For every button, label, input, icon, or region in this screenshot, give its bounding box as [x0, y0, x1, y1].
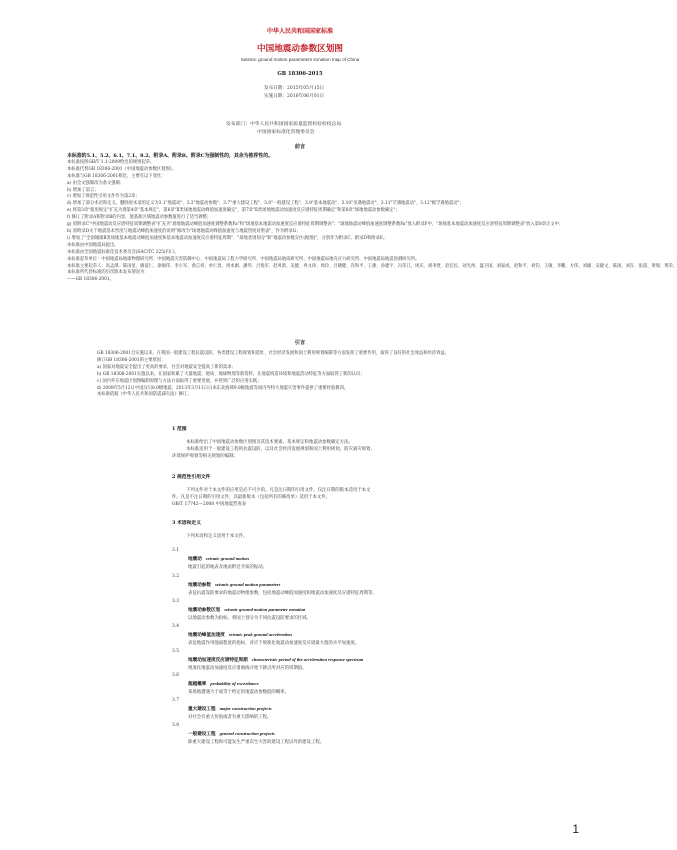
introduction-line: c) 国内外在地震区划图编制原理与方法方面取得了重要进展，并得到广泛的应用实践；: [97, 378, 262, 384]
term-english: seismic ground motion parameters: [214, 582, 281, 587]
term-english: general construction projects: [219, 731, 275, 736]
term-definition: 除重大建设工程和可能发生严重次生灾害的建设工程以外的建设工程。: [188, 740, 325, 745]
foreword-line: 本标准主要起草人：高孟潭、陈国星、谢富仁、徐锡伟、李小军、俞言祥、单仁贵、周本刚、潘华、吕悦军、赵凤新、吴健、冉文珍、周玲、吕晓健、肖和平、王捷、孙建宇、冯荣江、周庆、胡聿贤、赵启民、刘光州、盛卫国、刘家成、赵和平、刘钧、王敏、李鹏、方伟、刘雄、安晓文、陈国、刘在、张超、黄瑞、黄荣。: [67, 263, 677, 269]
introduction-title: 引言: [294, 340, 306, 346]
term-name: 地震动加速度反应谱特征周期 characteristic period of the acceleration response spectrum: [188, 657, 364, 663]
introduction-line: 修订GB 18306-2001的主要原因：: [97, 357, 166, 363]
publisher-line: 中国国家标准化管理委员会: [257, 130, 315, 135]
term-number: 3.7: [172, 698, 179, 703]
foreword-line: c) 增加了规范性引用文件作为第2章；: [67, 194, 140, 200]
publisher-line: 发布部门：中华人民共和国国家质量监督检验检疫总局: [226, 122, 342, 127]
term-number: 3.6: [172, 673, 179, 678]
term-number: 3.4: [172, 624, 179, 629]
standard-type-label: 中华人民共和国国家标准: [266, 28, 333, 35]
foreword-line: 本标准起草单位：中国地震局地球物理研究所、中国地震灾害防御中心、中国地震局工程力学研究所、中国地震局地质研究所、中国地震局地壳应力研究所、中国地震局地震预测研究所。: [67, 256, 420, 262]
standard-code: GB 18306-2015: [277, 71, 323, 77]
term-english: major construction projects: [219, 706, 272, 711]
scope-section: [172, 426, 472, 460]
section-heading: 2 规范性引用文件: [172, 474, 211, 480]
term-definition: 规准化地震动加速度反应谱曲线开始下降点所对应的周期值。: [188, 666, 307, 671]
term-name: 地震动参数 seismic ground motion parameters: [188, 582, 281, 588]
term-number: 3.2: [172, 574, 179, 579]
foreword-line: 本标准由中国地震局提出。: [67, 242, 119, 248]
introduction-line: a) 国家对地震安全提出了更高的要求，社会对地震安全提高了新的需求；: [97, 364, 236, 370]
term-definition: 以地震动参数为指标，将国土划分为不同抗震设防要求的区域。: [188, 616, 311, 621]
section-heading: 1 范围: [172, 426, 187, 432]
section-line: 本标准给出了中国地震动参数区划图及其技术要素，基本规定和地震动参数确定方法。: [186, 440, 353, 445]
term-english: seismic ground motion: [205, 556, 249, 561]
foreword-line: 本标准与GB 18306-2001相比，主要有以下变化：: [67, 173, 166, 179]
foreword-line: b) 增加了前言；: [67, 187, 99, 193]
introduction-line: 本标准依据《中华人民共和国防震减灾法》修订。: [97, 392, 192, 398]
implement-date: 实施日期：2016年06月01日: [264, 94, 325, 99]
introduction-body: [97, 351, 547, 399]
introduction-line: GB 18306-2001自实施以来，在我国一般建设工程抗震设防、各类建设工程规划和选址、社会经济发展和国土利用规划编制等方面发挥了重要作用，取得了良好的社会效益和经济效益。: [97, 351, 449, 356]
term-definition: 表征地震作用强弱程度的指标，对应于规准化地震动加速度反应谱最大值的水平加速度。: [188, 641, 360, 646]
term-definition: 对社会有重大价值或者有重大影响的工程。: [188, 715, 272, 720]
term-english: seismic peak ground acceleration: [228, 632, 292, 637]
term-definition: 地震引起的地表及地表附近介质的振动。: [188, 565, 268, 570]
term-name: 重大建设工程 major construction projects: [188, 706, 272, 712]
foreword-line: h) 原附录D关于地震基本烈度与地震动峰值加速度的说明"修改为"场地地震动峰值加速度与地震烈度对照表"，作为附录G；: [67, 228, 301, 234]
section-line: 本标准适用于一般建设工程的抗震设防，以及社会经济发展规划和国土利用规划，防灾减灾规划、: [186, 447, 375, 452]
foreword-title: 前言: [294, 144, 306, 150]
foreword-line: ——GB 18306-2001。: [67, 277, 114, 283]
section-line: GB/T 17742—2008 中国地震烈度表: [172, 502, 247, 507]
term-english: characteristic period of the acceleration response spectrum: [251, 657, 364, 662]
term-number: 3.1: [172, 548, 179, 553]
section-line: 件。凡是不注日期的引用文件，其最新版本（包括所有的修改单）适用于本文件。: [172, 495, 331, 500]
normative-section: [172, 474, 472, 508]
document-title-english: Seismic ground motion parameters zonation map of China: [240, 57, 360, 62]
introduction-line: d) 2008年5月12日中国汶川8.0级地震，2013年3月11日日本东北海域9.0级地震等国内外特大地震灾害事件提供了重要经验教训。: [97, 385, 349, 391]
page-number: 1: [572, 822, 579, 836]
foreword-line: 本标准所代替标准的历次版本发布情况为：: [67, 270, 149, 276]
date-block: [264, 85, 324, 101]
term-english: seismic ground motion parameter zonation: [224, 607, 306, 612]
term-definition: 表征抗震设防要求的地震动物理参数，包括地震动峰值加速度和地震动加速度反应谱特征周期等。: [188, 591, 377, 596]
document-title: 中国地震动参数区划图: [257, 44, 343, 54]
foreword-line: i) 增加了"全国城镇Ⅱ类场地基本地震动峰值加速度和基本地震动加速度反应谱特征周期"、"场地类别划分"和"地震动参数分区(据图)"，分别作为附录C、附录D和附录E。: [67, 235, 388, 241]
section-line: 下列文件对于本文件的应用是必不可少的。凡是注日期的引用文件，仅注日期的版本适用于本文: [186, 488, 371, 493]
term-name: 一般建设工程 general construction projects: [188, 731, 275, 737]
introduction-line: b) GB 18306-2001实施以来，在国家积累了大量地震、地质、地球物理等新资料，在地震构造环境和地震活动特征等方面取得了新的认识；: [97, 371, 365, 377]
term-name: 地震动参数区划 seismic ground motion parameter zonation: [188, 607, 306, 613]
term-name: 超越概率 probability of exceedance: [188, 681, 259, 687]
foreword-line: 本标准的5.1、5.2、6.1、7.1、8.2、附录A、附录B、附录C为强制性的，其余为推荐性的。: [67, 153, 273, 159]
foreword-line: e) 将第3章"使用规定"扩充为现第4章"基本规定"，第6章"Ⅱ类场地地震动峰值加速度确定"，第7章"Ⅱ类场地地震动加速度反应谱特征周期确定"和第8章"场地地震动参数确定"；: [67, 208, 400, 214]
section-heading: 3 术语和定义: [172, 520, 201, 526]
terms-section: [172, 520, 472, 540]
foreword-line: 本标准代替GB 18306-2001《中国地震动参数区划图》。: [67, 166, 177, 172]
term-number: 3.8: [172, 723, 179, 728]
foreword-body: [67, 153, 677, 284]
section-line: 下列术语和定义适用于本文件。: [186, 534, 248, 539]
foreword-line: a) 由全文强制改为条文强制；: [67, 180, 125, 186]
term-definition: 某场地遭遇大于或等于给定的地震动参数值的概率。: [188, 690, 289, 695]
foreword-line: g) 原附录C"中国地震动反应谱特征周期调整表"扩充为"场地地震动峰值加速度调整系数Fa"和"场地基本地震动加速度反应谱特征周期调整表"；"场地地震动峰值加速度调整系数Fa"放入附录F中，"场地基本地震动加速度反应谱特征周期调整表"放入第8章正文中；: [67, 222, 564, 228]
foreword-line: 本标准按照GB/T 1.1-2009给出的规则起草。: [67, 159, 155, 165]
foreword-line: 本标准由全国地震标准化技术委员会(SAC/TC 225)归口。: [67, 249, 179, 255]
foreword-line: d) 增加了部分术语和定义，删除原术语的定义为3.1"地震动"、3.2"地震动参数"、3.7"重大建设工程"、3.8"一般建设工程"、3.9"基本地震动"、3.10"多遇地震动"、3.11"罕遇地震动"、3.12"极罕遇地震动"；: [67, 201, 464, 207]
term-name: 地震动 seismic ground motion: [188, 556, 249, 562]
foreword-line: f) 修订了附录A和附录B的内容，使基准区域地震动参数值进行了适当调整；: [67, 215, 212, 221]
term-name: 地震动峰值加速度 seismic peak ground acceleration: [188, 632, 292, 638]
issue-date: 发布日期：2015年05月15日: [264, 86, 325, 91]
section-line: 环境保护规划等相关规划的编制。: [172, 454, 238, 459]
term-english: probability of exceedance: [210, 681, 259, 686]
term-number: 3.3: [172, 599, 179, 604]
publisher-block: [226, 121, 341, 137]
term-number: 3.5: [172, 649, 179, 654]
